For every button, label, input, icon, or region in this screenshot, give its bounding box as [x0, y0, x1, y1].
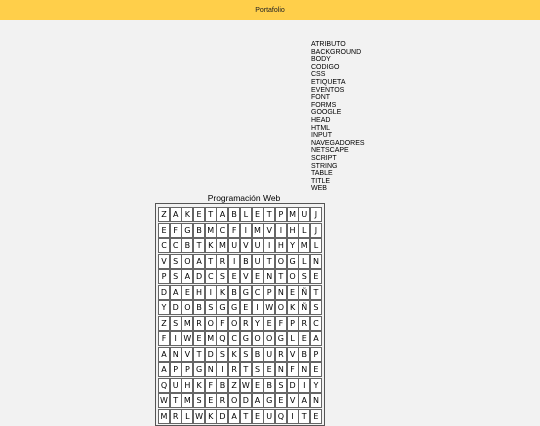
grid-cell[interactable]: Q	[216, 331, 228, 346]
grid-cell[interactable]: I	[240, 223, 252, 238]
grid-cell[interactable]: P	[275, 207, 287, 222]
grid-cell[interactable]: L	[298, 223, 310, 238]
grid-cell[interactable]: P	[158, 269, 170, 284]
grid-cell[interactable]: I	[263, 238, 275, 253]
grid-cell[interactable]: G	[240, 331, 252, 346]
grid-cell[interactable]: I	[216, 362, 228, 377]
grid-cell[interactable]: A	[298, 393, 310, 408]
word-list-item: ETIQUETA	[311, 78, 346, 86]
grid-cell[interactable]: E	[193, 331, 205, 346]
grid-cell[interactable]: F	[216, 316, 228, 331]
grid-cell[interactable]: U	[263, 347, 275, 362]
grid-cell[interactable]: O	[228, 316, 240, 331]
grid-cell[interactable]: B	[240, 254, 252, 269]
grid-cell[interactable]: C	[310, 316, 322, 331]
grid-cell[interactable]: Y	[158, 300, 170, 315]
grid-cell[interactable]: E	[158, 223, 170, 238]
grid-cell[interactable]: Q	[158, 378, 170, 393]
word-list-item: HEAD	[311, 116, 331, 124]
grid-cell[interactable]: E	[252, 378, 264, 393]
grid-cell[interactable]: V	[287, 347, 299, 362]
grid-cell[interactable]: T	[310, 285, 322, 300]
grid-cell[interactable]: A	[170, 285, 182, 300]
word-list-item: BACKGROUND	[311, 48, 362, 56]
grid-cell[interactable]: N	[205, 362, 217, 377]
grid-cell[interactable]: M	[298, 238, 310, 253]
grid-cell[interactable]: U	[252, 238, 264, 253]
word-list-item: SCRIPT	[311, 154, 337, 162]
grid-cell[interactable]: U	[298, 207, 310, 222]
grid-cell[interactable]: K	[205, 409, 217, 424]
grid-cell[interactable]: N	[310, 254, 322, 269]
grid-cell[interactable]: F	[287, 362, 299, 377]
grid-cell[interactable]: M	[205, 223, 217, 238]
grid-cell[interactable]: E	[263, 362, 275, 377]
grid-cell[interactable]: B	[216, 378, 228, 393]
word-list-item: INPUT	[311, 132, 332, 140]
grid-cell[interactable]: G	[240, 285, 252, 300]
grid-cell[interactable]: S	[170, 254, 182, 269]
grid-cell[interactable]: R	[216, 393, 228, 408]
grid-cell[interactable]: D	[216, 409, 228, 424]
grid-cell[interactable]: W	[193, 409, 205, 424]
grid-cell[interactable]: V	[240, 238, 252, 253]
grid-cell[interactable]: P	[287, 316, 299, 331]
grid-cell[interactable]: O	[275, 254, 287, 269]
grid-cell[interactable]: P	[263, 285, 275, 300]
grid-cell[interactable]: D	[170, 300, 182, 315]
grid-cell[interactable]: E	[310, 409, 322, 424]
grid-cell[interactable]: K	[287, 300, 299, 315]
grid-cell[interactable]: S	[310, 300, 322, 315]
grid-cell[interactable]: A	[158, 347, 170, 362]
puzzle-title: Programación Web	[207, 193, 281, 203]
grid-cell[interactable]: E	[193, 207, 205, 222]
grid-cell[interactable]: N	[275, 362, 287, 377]
grid-cell[interactable]: Y	[252, 316, 264, 331]
grid-cell[interactable]: T	[263, 254, 275, 269]
word-list-item: EVENTOS	[311, 86, 345, 94]
grid-cell[interactable]: E	[310, 269, 322, 284]
grid-cell[interactable]: O	[181, 254, 193, 269]
grid-cell[interactable]: Y	[310, 378, 322, 393]
grid-cell[interactable]: P	[181, 362, 193, 377]
grid-cell[interactable]: A	[216, 207, 228, 222]
grid-cell[interactable]: B	[193, 223, 205, 238]
grid-cell[interactable]: K	[193, 378, 205, 393]
word-list-item: TABLE	[311, 170, 333, 178]
grid-cell[interactable]: V	[287, 393, 299, 408]
grid-cell[interactable]: C	[170, 238, 182, 253]
grid-cell[interactable]: T	[205, 254, 217, 269]
grid-cell[interactable]: G	[275, 331, 287, 346]
grid-cell[interactable]: Ñ	[298, 300, 310, 315]
grid-cell[interactable]: O	[228, 393, 240, 408]
grid-cell[interactable]: E	[275, 393, 287, 408]
grid-cell[interactable]: O	[275, 300, 287, 315]
grid-cell[interactable]: E	[240, 300, 252, 315]
grid-cell[interactable]: B	[252, 347, 264, 362]
grid-cell[interactable]: E	[310, 362, 322, 377]
grid-cell[interactable]: E	[263, 316, 275, 331]
grid-cell[interactable]: K	[228, 347, 240, 362]
grid-cell[interactable]: O	[287, 269, 299, 284]
grid-cell[interactable]: U	[228, 238, 240, 253]
grid-cell[interactable]: I	[205, 285, 217, 300]
grid-cell[interactable]: T	[240, 409, 252, 424]
grid-cell[interactable]: Y	[287, 238, 299, 253]
grid-cell[interactable]: G	[181, 223, 193, 238]
grid-cell[interactable]: M	[252, 223, 264, 238]
grid-cell[interactable]: I	[252, 300, 264, 315]
grid-cell[interactable]: Z	[228, 378, 240, 393]
grid-cell[interactable]: F	[275, 316, 287, 331]
grid-cell[interactable]: A	[170, 207, 182, 222]
word-list-item: FORMS	[311, 101, 337, 109]
grid-cell[interactable]: T	[240, 362, 252, 377]
grid-cell[interactable]: M	[205, 331, 217, 346]
grid-cell[interactable]: E	[298, 331, 310, 346]
word-list-item: CODIGO	[311, 63, 340, 71]
grid-cell[interactable]: M	[181, 393, 193, 408]
grid-cell[interactable]: C	[158, 238, 170, 253]
grid-cell[interactable]: R	[170, 409, 182, 424]
word-list-item: GOOGLE	[311, 109, 342, 117]
grid-cell[interactable]: N	[310, 393, 322, 408]
grid-cell[interactable]: O	[181, 300, 193, 315]
grid-cell[interactable]: N	[298, 362, 310, 377]
word-list-item: FONT	[311, 94, 331, 102]
word-list-item: STRING	[311, 162, 338, 170]
grid-cell[interactable]: S	[216, 347, 228, 362]
grid-cell[interactable]: A	[193, 254, 205, 269]
grid-cell[interactable]: W	[181, 331, 193, 346]
grid-cell[interactable]: N	[275, 285, 287, 300]
grid-cell[interactable]: E	[252, 409, 264, 424]
grid-cell[interactable]: K	[205, 238, 217, 253]
grid-cell[interactable]: F	[228, 223, 240, 238]
grid-cell[interactable]: O	[205, 316, 217, 331]
grid-cell[interactable]: S	[205, 300, 217, 315]
grid-cell[interactable]: T	[193, 347, 205, 362]
grid-cell[interactable]: S	[252, 362, 264, 377]
grid-cell[interactable]: B	[263, 378, 275, 393]
grid-cell[interactable]: W	[263, 300, 275, 315]
grid-cell[interactable]: U	[263, 409, 275, 424]
grid-cell[interactable]: M	[216, 238, 228, 253]
grid-cell[interactable]: U	[252, 254, 264, 269]
grid-cell[interactable]: C	[228, 331, 240, 346]
grid-cell[interactable]: W	[158, 393, 170, 408]
word-list-item: NETSCAPE	[311, 147, 349, 155]
grid-cell[interactable]: Z	[158, 316, 170, 331]
grid-cell[interactable]: E	[181, 285, 193, 300]
word-search-grid	[155, 203, 325, 426]
grid-cell[interactable]: L	[287, 331, 299, 346]
grid-cell[interactable]: M	[181, 316, 193, 331]
grid-cell[interactable]: G	[287, 254, 299, 269]
grid-cell[interactable]: G	[216, 300, 228, 315]
word-list-item: WEB	[311, 185, 327, 193]
grid-cell[interactable]: B	[298, 347, 310, 362]
word-list-item: HTML	[311, 124, 331, 132]
grid-cell[interactable]: W	[240, 378, 252, 393]
grid-cell[interactable]: T	[275, 269, 287, 284]
grid-cell[interactable]: A	[310, 331, 322, 346]
grid-cell[interactable]: H	[193, 285, 205, 300]
grid-cell[interactable]: S	[170, 316, 182, 331]
grid-cell[interactable]: D	[193, 269, 205, 284]
grid-cell[interactable]: F	[205, 378, 217, 393]
grid-cell[interactable]: G	[228, 300, 240, 315]
grid-cell[interactable]: T	[263, 207, 275, 222]
grid-cell[interactable]: C	[216, 223, 228, 238]
grid-cell[interactable]: R	[240, 316, 252, 331]
word-list	[311, 41, 365, 193]
grid-cell[interactable]: B	[228, 285, 240, 300]
grid-cell[interactable]: D	[287, 378, 299, 393]
grid-cell[interactable]: M	[287, 207, 299, 222]
word-list-item: BODY	[311, 56, 331, 64]
grid-cell[interactable]: K	[216, 285, 228, 300]
grid-cell[interactable]: Q	[275, 409, 287, 424]
word-list-item: NAVEGADORES	[311, 139, 365, 147]
grid-cell[interactable]: I	[228, 254, 240, 269]
grid-cell[interactable]: T	[298, 409, 310, 424]
grid-cell[interactable]: L	[310, 238, 322, 253]
grid-cell[interactable]: S	[216, 269, 228, 284]
grid-cell[interactable]: V	[158, 254, 170, 269]
grid-cell[interactable]: L	[298, 254, 310, 269]
grid-cell[interactable]: R	[298, 316, 310, 331]
word-list-item: TITLE	[311, 177, 331, 185]
grid-cell[interactable]: K	[181, 207, 193, 222]
grid-cell[interactable]: S	[298, 269, 310, 284]
grid-cell[interactable]: I	[287, 409, 299, 424]
grid-cell[interactable]: A	[158, 362, 170, 377]
grid-cell[interactable]: Z	[158, 207, 170, 222]
grid-cell[interactable]: R	[228, 362, 240, 377]
grid-cell[interactable]: H	[275, 238, 287, 253]
header-title[interactable]: Portafolio	[255, 6, 285, 14]
grid-cell[interactable]: L	[181, 409, 193, 424]
grid-cell[interactable]: U	[170, 378, 182, 393]
grid-cell[interactable]: G	[263, 393, 275, 408]
grid-cell[interactable]: J	[310, 207, 322, 222]
grid-cell[interactable]: V	[263, 223, 275, 238]
grid-cell[interactable]: C	[252, 285, 264, 300]
header-bar	[0, 0, 540, 20]
grid-cell[interactable]: M	[158, 409, 170, 424]
grid-cell[interactable]: N	[263, 269, 275, 284]
grid-cell[interactable]: G	[193, 362, 205, 377]
grid-cell[interactable]: D	[205, 347, 217, 362]
grid-cell[interactable]: I	[170, 331, 182, 346]
grid-cell[interactable]: E	[205, 393, 217, 408]
grid-cell[interactable]: D	[240, 393, 252, 408]
word-list-item: ATRIBUTO	[311, 41, 346, 48]
grid-cell[interactable]: L	[240, 207, 252, 222]
grid-cell[interactable]: F	[170, 223, 182, 238]
grid-cell[interactable]: C	[205, 269, 217, 284]
grid-cell[interactable]: E	[252, 207, 264, 222]
grid-cell[interactable]: Ñ	[298, 285, 310, 300]
grid-cell[interactable]: I	[298, 378, 310, 393]
grid-cell[interactable]: H	[287, 223, 299, 238]
grid-cell[interactable]: B	[181, 238, 193, 253]
grid-cell[interactable]: J	[310, 223, 322, 238]
word-list-item: CSS	[311, 71, 326, 79]
grid-cell[interactable]: A	[181, 269, 193, 284]
grid-cell[interactable]: H	[181, 378, 193, 393]
grid-cell[interactable]: B	[193, 300, 205, 315]
grid-cell[interactable]: I	[275, 223, 287, 238]
grid-cell[interactable]: T	[205, 207, 217, 222]
grid-cell[interactable]: O	[263, 331, 275, 346]
grid-cell[interactable]: T	[170, 393, 182, 408]
grid-cell[interactable]: R	[193, 316, 205, 331]
grid-cell[interactable]: S	[240, 347, 252, 362]
grid-cell[interactable]: E	[228, 269, 240, 284]
grid-cell[interactable]: B	[228, 207, 240, 222]
grid-cell[interactable]: P	[310, 347, 322, 362]
grid-cell[interactable]: S	[170, 269, 182, 284]
grid-cell[interactable]: F	[158, 331, 170, 346]
grid-cell[interactable]: A	[252, 393, 264, 408]
grid-cell[interactable]: N	[170, 347, 182, 362]
grid-cell[interactable]: E	[252, 269, 264, 284]
grid-cell[interactable]: S	[193, 393, 205, 408]
grid-cell[interactable]: O	[252, 331, 264, 346]
grid-cell[interactable]: D	[158, 285, 170, 300]
grid-cell[interactable]: T	[193, 238, 205, 253]
grid-cell[interactable]: E	[287, 285, 299, 300]
grid-cell[interactable]: A	[228, 409, 240, 424]
grid-cell[interactable]: R	[275, 347, 287, 362]
grid-cell[interactable]: P	[170, 362, 182, 377]
grid-cell[interactable]: R	[216, 254, 228, 269]
grid-cell[interactable]: V	[181, 347, 193, 362]
grid-cell[interactable]: S	[275, 378, 287, 393]
grid-cell[interactable]: V	[240, 269, 252, 284]
